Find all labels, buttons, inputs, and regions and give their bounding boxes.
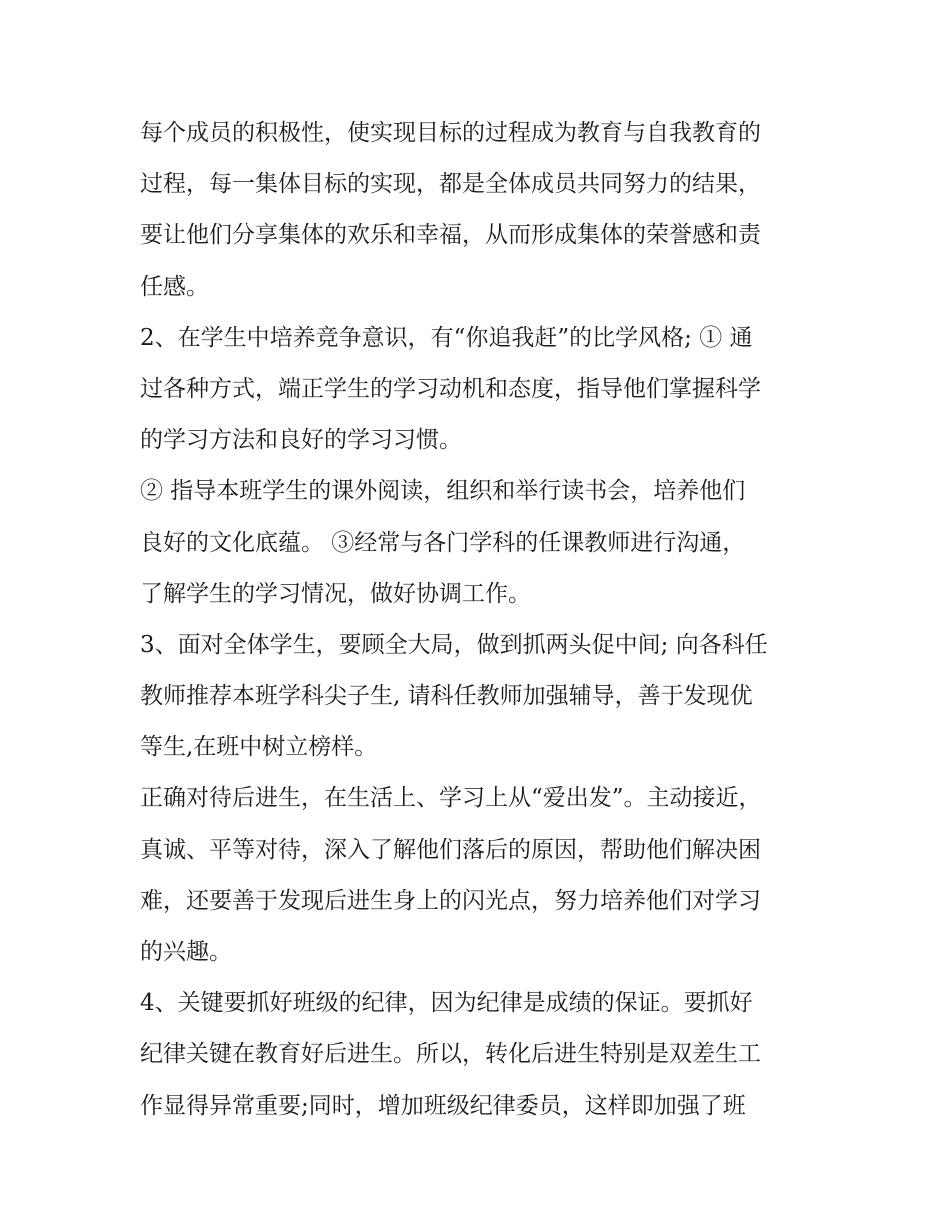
text-line: 每个成员的积极性，使实现目标的过程成为教育与自我教育的 [140, 120, 761, 146]
document-body-text [140, 108, 820, 1132]
text-line: 等生,在班中树立榜样。 [140, 734, 378, 761]
text-line: ② 指导本班学生的课外阅读，组织和举行读书会，培养他们 [140, 478, 746, 505]
text-line: 真诚、平等对待，深入了解他们落后的原因，帮助他们解决困 [140, 836, 761, 863]
text-line: 正确对待后进生，在生活上、学习上从“爱出发”。主动接近， [140, 785, 762, 812]
text-line: 作显得异常重要;同时，增加班级纪律委员，这样即加强了班 [140, 1092, 746, 1119]
text-line: 良好的文化底蕴。 ③经常与各门学科的任课教师进行沟通， [140, 529, 746, 556]
text-line: 3、面对全体学生，要顾全大局，做到抓两头促中间; 向各科任 [140, 631, 768, 658]
text-line: 的学习方法和良好的学习习惯。 [140, 427, 462, 454]
text-line: 要让他们分享集体的欢乐和幸福，从而形成集体的荣誉感和责 [140, 222, 761, 249]
text-line: 的兴趣。 [140, 939, 232, 965]
text-line: 教师推荐本班学科尖子生, 请科任教师加强辅导，善于发现优 [140, 683, 753, 710]
text-line: 了解学生的学习情况，做好协调工作。 [140, 580, 531, 607]
text-line: 难，还要善于发现后进生身上的闪光点，努力培养他们对学习 [140, 887, 761, 914]
text-line: 4、关键要抓好班级的纪律，因为纪律是成绩的保证。要抓好 [140, 990, 753, 1017]
text-line: 任感。 [140, 273, 209, 300]
text-line: 过程，每一集体目标的实现，都是全体成员共同努力的结果， [140, 171, 761, 198]
text-line: 2、在学生中培养竞争意识，有“你追我赶”的比学风格; ① 通 [140, 324, 753, 351]
text-line: 纪律关键在教育好后进生。所以，转化后进生特别是双差生工 [140, 1041, 761, 1068]
text-line: 过各种方式，端正学生的学习动机和态度，指导他们掌握科学 [140, 375, 761, 402]
